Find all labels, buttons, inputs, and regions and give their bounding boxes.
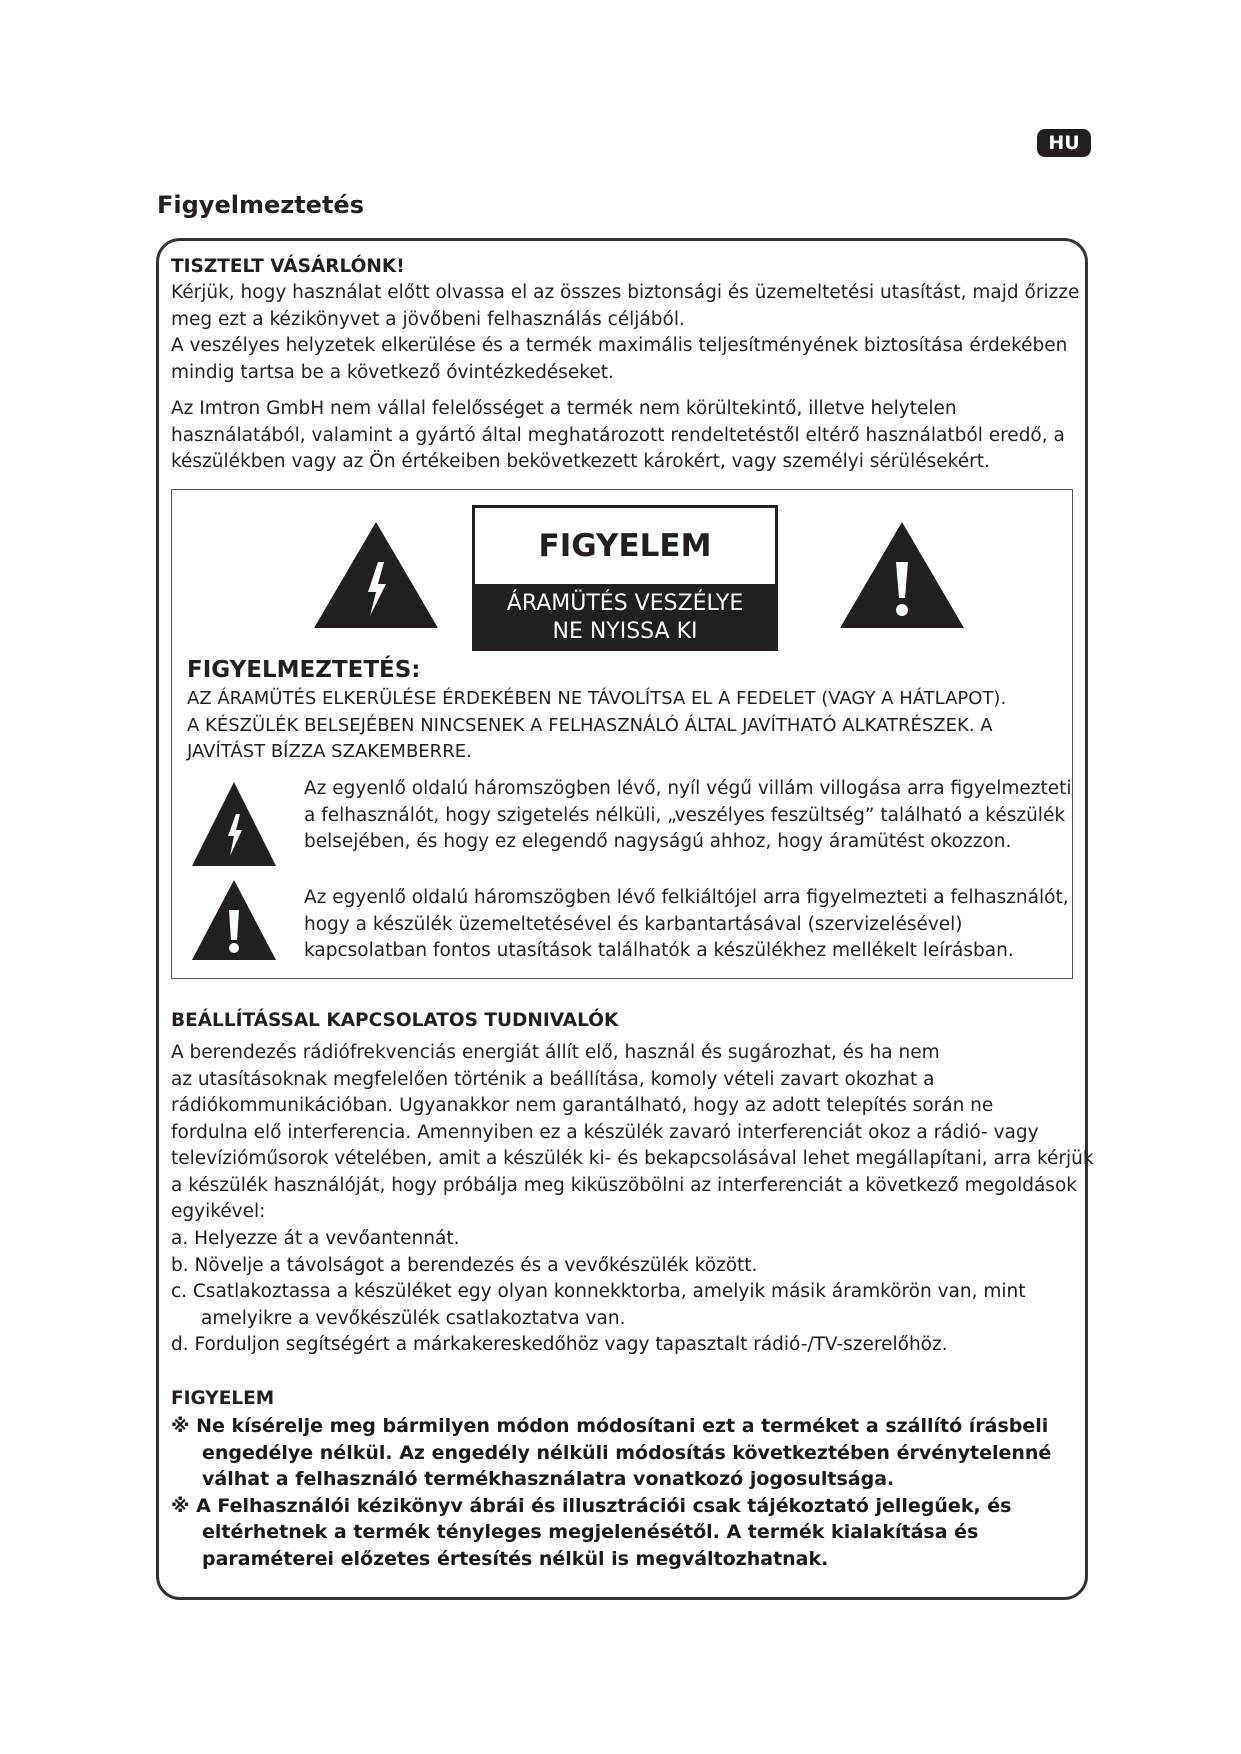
notice-list [171, 1413, 1071, 1572]
text-line: fordulna elő interferencia. Amennyiben ez a készülék zavaró interferenciát okoz a rádió- vagy [171, 1121, 1039, 1143]
label-line: ÁRAMÜTÉS VESZÉLYE [506, 591, 744, 616]
text-line: készülékben vagy az Ön értékeiben bekövetkezett károkért, vagy személyi sérülésekért. [171, 451, 990, 472]
text-line: az utasításoknak megfelelően történik a beállítása, komoly vételi zavart okozhat a [171, 1068, 935, 1090]
exclamation-symbol-description [304, 885, 1069, 965]
list-item: ※ A Felhasználói kézikönyv ábrái és illusztrációi csak tájékoztató jellegűek, és eltérhetnek a termék tényleges megjelenésétől. A termék kialakítása és paraméterei előzetes értesítés nélkül is megváltozhatnak. [171, 1494, 1012, 1570]
lightning-symbol-description [304, 776, 1072, 856]
notice-title: FIGYELEM [171, 1388, 275, 1409]
setup-title: BEÁLLÍTÁSSAL KAPCSOLATOS TUDNIVALÓK [171, 1010, 619, 1031]
label-line: NE NYISSA KI [552, 619, 698, 644]
intro-heading: TISZTELT VÁSÁRLÓNK! [171, 256, 405, 277]
list-item: d. Forduljon segítségért a márkakereskedőhöz vagy tapasztalt rádió-/TV-szerelőhöz. [171, 1334, 948, 1355]
text-line: A veszélyes helyzetek elkerülése és a termék maximális teljesítményének biztosítása érdekében [171, 335, 1068, 356]
text-line: Az Imtron GmbH nem vállal felelősséget a termék nem körültekintő, illetve helytelen [171, 398, 957, 419]
text-line: A KÉSZÜLÉK BELSEJÉBEN NINCSENEK A FELHASZNÁLÓ ÁLTAL JAVÍTHATÓ ALKATRÉSZEK. A [187, 714, 993, 736]
text-line: Kérjük, hogy használat előtt olvassa el az összes biztonsági és üzemeltetési utasítást, majd őrizze [171, 282, 1080, 303]
warning-title: FIGYELMEZTETÉS: [187, 657, 421, 683]
text-line: kapcsolatban fontos utasítások találhatók a készülékhez mellékelt leírásban. [304, 940, 1014, 961]
caution-label-head: FIGYELEM [538, 528, 712, 564]
caution-label-foot [475, 584, 775, 651]
text-line: belsejében, és hogy ez elegendő nagyságú ahhoz, hogy áramütést okozzon. [304, 831, 1012, 852]
text-line: mindig tartsa be a következő óvintézkedéseket. [171, 361, 614, 383]
text-line: egyikével: [171, 1201, 266, 1222]
text-line: hogy a készülék üzemeltetésével és karbantartásával (szervizelésével) [304, 913, 963, 935]
lightning-warning-icon [312, 520, 440, 630]
text-line: JAVÍTÁST BÍZZA SZAKEMBERRE. [187, 741, 472, 762]
lightning-symbol-icon [190, 780, 278, 868]
intro-paragraph-1 [171, 280, 1079, 386]
text-line: a felhasználót, hogy szigetelés nélküli, „veszélyes feszültség” található a készülék [304, 804, 1066, 826]
language-badge: HU [1037, 129, 1091, 157]
liability-paragraph [171, 396, 1065, 476]
setup-paragraph [171, 1040, 1094, 1226]
list-item: a. Helyezze át a vevőantennát. [171, 1228, 460, 1249]
list-item: b. Növelje a távolságot a berendezés és a vevőkészülék között. [171, 1254, 758, 1276]
setup-list [171, 1226, 1031, 1359]
text-line: rádiókommunikációban. Ugyanakkor nem garantálható, hogy az adott telepítés során ne [171, 1095, 994, 1116]
text-line: A berendezés rádiófrekvenciás energiát állít elő, használ és sugározhat, és ha nem [171, 1042, 940, 1063]
list-item: c. Csatlakoztassa a készüléket egy olyan konnekktorba, amelyik másik áramkörön van, mint amelyikre a vevőkészülék csatlakoztatva van. [171, 1281, 1026, 1329]
page-title: Figyelmeztetés [157, 191, 364, 219]
text-line: AZ ÁRAMÜTÉS ELKERÜLÉSE ÉRDEKÉBEN NE TÁVOLÍTSA EL A FEDELET (VAGY A HÁTLAPOT). [187, 688, 1007, 709]
list-item: ※ Ne kísérelje meg bármilyen módon módosítani ezt a terméket a szállító írásbeli engedélye nélkül. Az engedély nélküli módosítás következtében érvénytelenné válhat a felhasználó termékhasználatra vonatkozó jogosultsága. [171, 1415, 1052, 1490]
text-line: meg ezt a kézikönyvet a jövőbeni felhasználás céljából. [171, 308, 685, 330]
text-line: Az egyenlő oldalú háromszögben lévő felkiáltójel arra figyelmezteti a felhasználót, [304, 887, 1069, 908]
exclamation-symbol-icon [190, 878, 278, 962]
text-line: a készülék használóját, hogy próbálja meg kiküszöbölni az interferenciát a következő megoldások [171, 1174, 1077, 1196]
caution-label [472, 505, 778, 651]
exclamation-warning-icon [838, 520, 966, 630]
text-line: használatából, valamint a gyártó által meghatározott rendeltetéstől eltérő használatból eredő, a [171, 424, 1065, 446]
warning-text [187, 686, 1006, 766]
text-line: Az egyenlő oldalú háromszögben lévő, nyíl végű villám villogása arra figyelmezteti [304, 778, 1072, 799]
text-line: televízióműsorok vételében, amit a készülék ki- és bekapcsolásával lehet megállapítani, arra kérjük [171, 1148, 1094, 1169]
